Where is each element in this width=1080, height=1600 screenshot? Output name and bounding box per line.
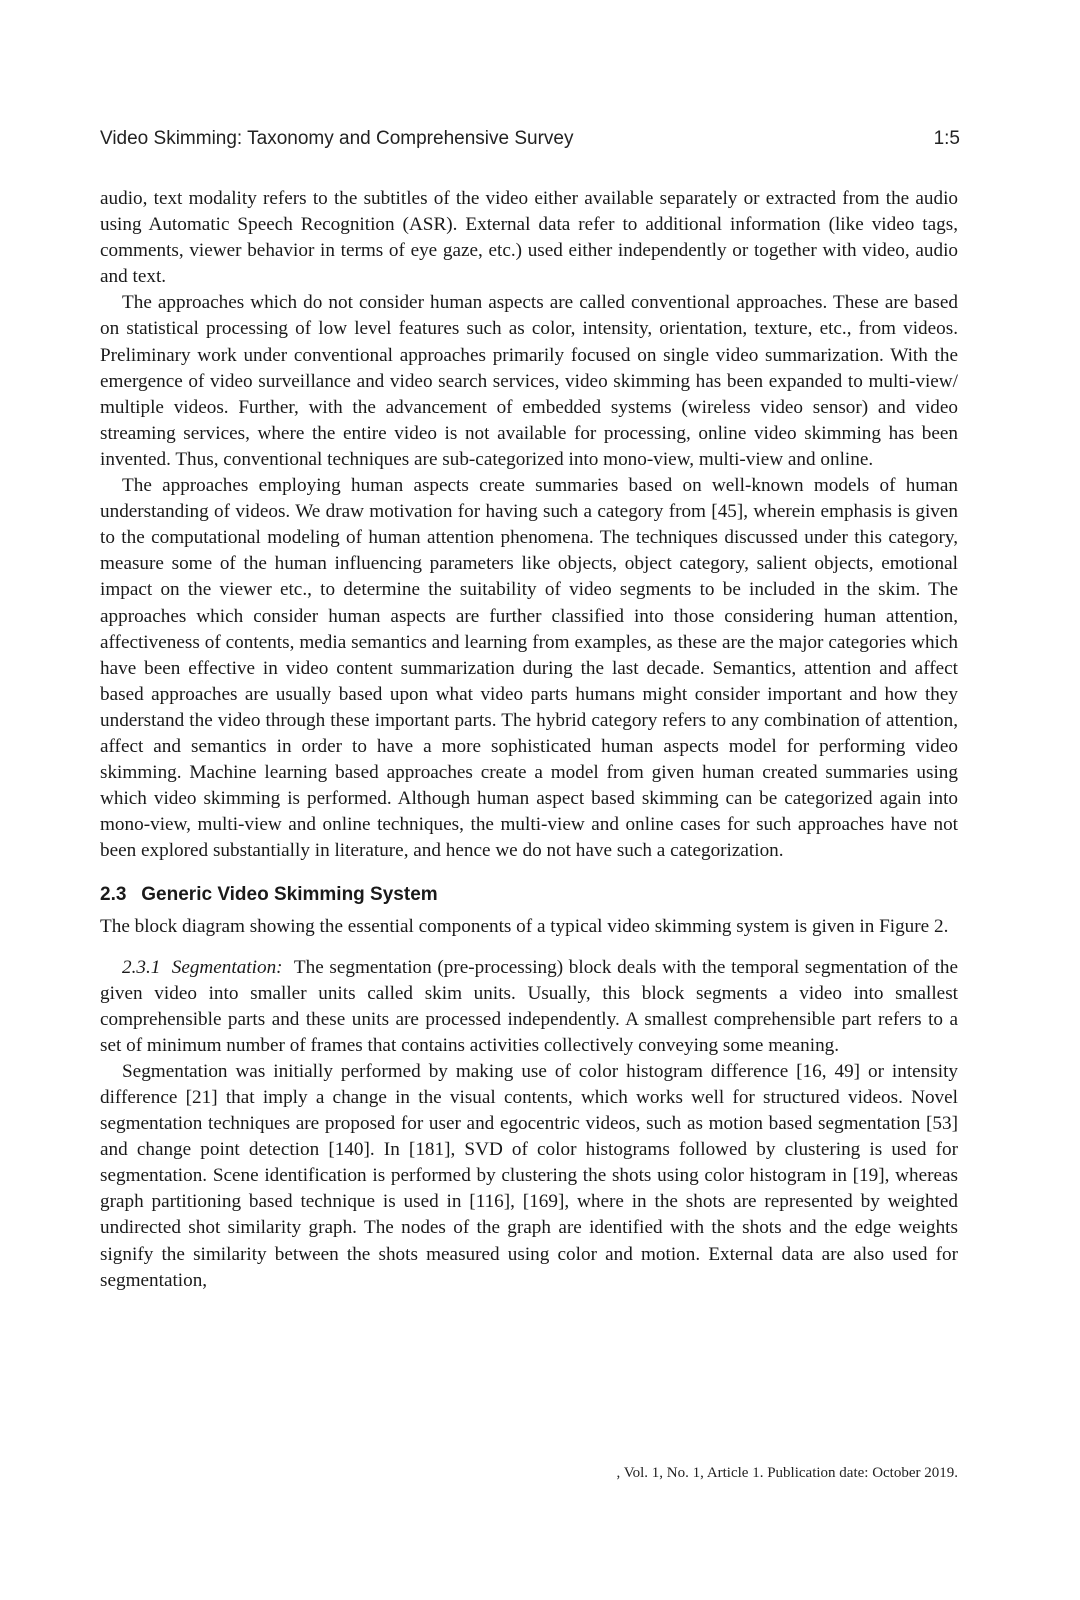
subsection-text: The segmentation (pre-processing) block deals with the temporal segmentation of the given video into smaller units called skim units. Usually, this block segments a video into smallest comprehensible parts and these units are processed independently. A smallest comprehensible part refers to a set of minimum number of frames that contains activities collectively conveying some meaning. (100, 956, 959, 1056)
page-footer: , Vol. 1, No. 1, Article 1. Publication date: October 2019. (616, 1465, 958, 1481)
page-body (100, 186, 958, 1294)
subsection-title: Segmentation: (171, 956, 283, 978)
section-title: Generic Video Skimming System (141, 884, 438, 906)
paragraph: audio, text modality refers to the subtitles of the video either available separately or extracted from the audio using Automatic Speech Recognition (ASR). External data refer to additional information (like video tags, comments, viewer behavior in terms of eye gaze, etc.) used either independently or together with video, audio and text. (100, 188, 958, 288)
paragraph: The approaches employing human aspects create summaries based on well-known models of human understanding of videos. We draw motivation for having such a category from [45], wherein emphasis is given to the computational modeling of human attention phenomena. The techniques discussed under this category, measure some of the human influencing parameters like objects, object category, salient objects, emotional impact on the viewer etc., to determine the suitability of video segments to be included in the skim. The approaches which consider human aspects are further classified into those considering human attention, affectiveness of contents, media semantics and learning from examples, as these are the major categories which have been effective in video content summarization during the last decade. Semantics, attention and affect based approaches are usually based upon what video parts humans might consider important and how they understand the video through these important parts. The hybrid category refers to any combination of attention, affect and semantics in order to have a more sophisticated human aspects model for performing video skimming. Machine learning based approaches create a model from given human created summaries using which video skimming is performed. Although human aspect based skimming can be categorized again into mono-view, multi-view and online techniques, the multi-view and online cases for such approaches have not been explored substantially in literature, and hence we do not have such a categorization. (100, 475, 958, 862)
section-number: 2.3 (100, 884, 127, 906)
running-header (100, 128, 960, 150)
subsection-number: 2.3.1 (122, 956, 161, 978)
page-number: 1:5 (933, 128, 960, 149)
paragraph: The block diagram showing the essential components of a typical video skimming system is given in Figure 2. (100, 916, 949, 938)
section-heading (100, 882, 958, 908)
subsection-paragraph (100, 955, 958, 1059)
running-title: Video Skimming: Taxonomy and Comprehensive Survey (100, 128, 574, 149)
paragraph: The approaches which do not consider human aspects are called conventional approaches. These are based on statistical processing of low level features such as color, intensity, orientation, texture, etc., from videos. Preliminary work under conventional approaches primarily focused on single video summarization. With the emergence of video surveillance and video search services, video skimming has been expanded to multi-view/ multiple videos. Further, with the advancement of embedded systems (wireless video sensor) and video streaming services, where the entire video is not available for processing, online video skimming has been invented. Thus, conventional techniques are sub-categorized into mono-view, multi-view and online. (100, 292, 958, 470)
paragraph: Segmentation was initially performed by making use of color histogram difference [16, 49] or intensity difference [21] that imply a change in the visual contents, which works well for structured videos. Novel segmentation techniques are proposed for user and egocentric videos, such as motion based segmentation [53] and change point detection [140]. In [181], SVD of color histograms followed by clustering is used for segmentation. Scene identification is performed by clustering the shots using color histogram in [19], whereas graph partitioning based technique is used in [116], [169], where in the shots are represented by weighted undirected shot similarity graph. The nodes of the graph are identified with the shots and the edge weights signify the similarity between the shots measured using color and motion. External data are also used for segmentation, (100, 1060, 958, 1291)
